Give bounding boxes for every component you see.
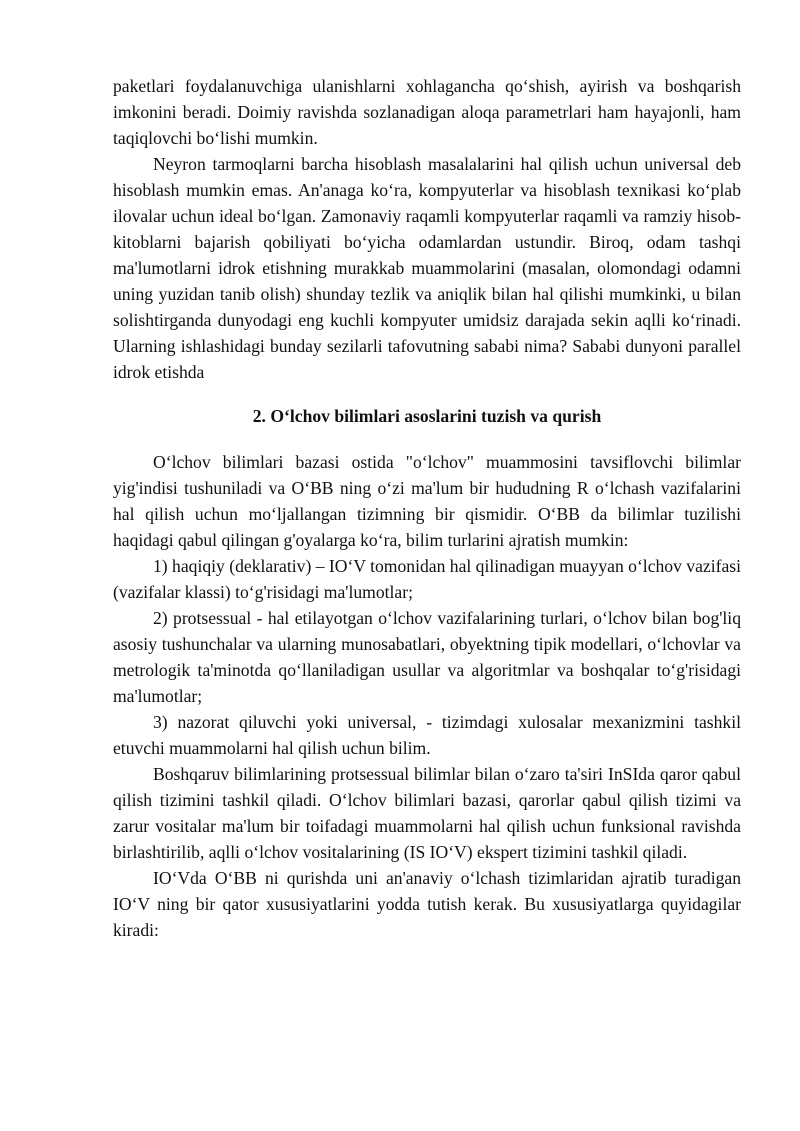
list-item-control: 3) nazorat qiluvchi yoki universal, - tizimdagi xulosalar mexanizmini tashkil etuvchi muammolarni hal qilish uchun bilim. [113,712,741,758]
paragraph-neural-networks: Neyron tarmoqlarni barcha hisoblash masalalarini hal qilish uchun universal deb hisoblash mumkin emas. An'anaga ko‘ra, kompyuterlar va hisoblash texnikasi ko‘plab ilovalar uchun ideal bo‘lgan. Zamonaviy raqamli kompyuterlar raqamli va ramziy hisob-kitoblarni bajarish qobiliyati bo‘yicha odamlardan ustundir. Biroq, odam tashqi ma'lumotlarni idrok etishning murakkab muammolarini (masalan, olomondagi odamni uning yuzidan tanib olish) shunday tezlik va aniqlik bilan hal qilishi mumkinki, u bilan solishtirganda dunyodagi eng kuchli kompyuter umidsiz darajada sekin aqlli ko‘rinadi. Ularning ishlashidagi bunday sezilarli tafovutning sababi nima? Sababi dunyoni parallel idrok etishda [113,154,741,382]
section-heading: 2. O‘lchov bilimlari asoslarini tuzish va qurish [252,406,602,426]
list-item-declarative: 1) haqiqiy (deklarativ) – IO‘V tomonidan hal qilinadigan muayyan o‘lchov vazifasi (vazifalar klassi) to‘g'risidagi ma'lumotlar; [113,556,741,602]
paragraph-features: IO‘Vda O‘BB ni qurishda uni an'anaviy o‘lchash tizimlaridan ajratib turadigan IO‘V ning bir qator xususiyatlarini yodda tutish kerak. Bu xususiyatlarga quyidagilar kiradi: [113,868,741,940]
paragraph-knowledge-base: O‘lchov bilimlari bazasi ostida "o‘lchov" muammosini tavsiflovchi bilimlar yig'indisi tushuniladi va O‘BB ning o‘zi ma'lum bir hududning R o‘lchash vazifalarini hal qilish uchun mo‘ljallangan tizimning bir qismidir. O‘BB da bilimlar tuzilishi haqidagi qabul qilingan g'oyalarga ko‘ra, bilim turlarini ajratish mumkin: [113,452,741,550]
paragraph-continuation: paketlari foydalanuvchiga ulanishlarni xohlagancha qo‘shish, ayirish va boshqarish imkonini beradi. Doimiy ravishda sozlanadigan aloqa parametrlari ham hayajonli, ham taqiqlovchi bo‘lishi mumkin. [113,76,741,148]
document-page [113,73,741,943]
list-item-procedural: 2) protsessual - hal etilayotgan o‘lchov vazifalarining turlari, o‘lchov bilan bog'liq asosiy tushunchalar va ularning munosabatlari, obyektning tipik modellari, o‘lchovlar va metrologik ta'minotda qo‘llaniladigan usullar va algoritmlar va boshqalar to‘g'risidagi ma'lumotlar; [113,608,741,706]
paragraph-control-knowledge: Boshqaruv bilimlarining protsessual bilimlar bilan o‘zaro ta'siri InSIda qaror qabul qilish tizimini tashkil qiladi. O‘lchov bilimlari bazasi, qarorlar qabul qilish tizimi va zarur vositalar ma'lum bir toifadagi muammolarni hal qilish uchun funksional ravishda birlashtirilib, aqlli o‘lchov vositalarining (IS IO‘V) ekspert tizimini tashkil qiladi. [113,764,741,862]
